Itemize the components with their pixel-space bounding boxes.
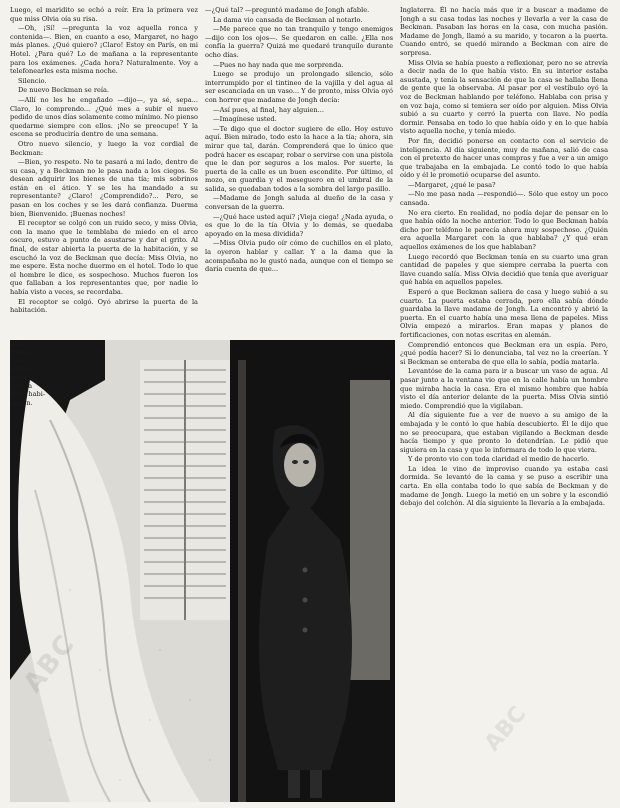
article-photo [10, 340, 395, 802]
fragment: de la [10, 373, 27, 382]
article-paragraph: La idea le vino de improviso cuando ya estaba casi dormida. Se levantó de la cama y se puso a escribir una carta. En ella contaba todo lo que sabía de Beckman y de madame de Jongh. Luego la metió en un sobre y la escondió debajo del colchón. Al día siguiente la llevaría a la embajada. [400, 464, 608, 508]
interior-light [350, 380, 390, 680]
article-paragraph: Levantóse de la cama para ir a buscar un vaso de agua. Al pasar junto a la ventana vio que en la calle había un hombre que miraba hacia la casa. Era el mismo hombre que había visto el día anterior delante de la puerta. Miss Olvia sintió miedo. Comprendió que la vigilaban. [400, 367, 608, 410]
article-paragraph: —Madame de Jongh saluda al dueño de la casa y conversan de la guerra. [205, 194, 393, 212]
article-paragraph: —Miss Olvia pudo oír cómo de cuchillos en el plato, la oyeron hablar y callar. Y a la dama que la acompañaba no le gustó nada, aunque con el tiempo se daría cuenta de que... [205, 239, 393, 274]
fragment: puerta [10, 382, 33, 391]
figure-leg [288, 770, 300, 798]
article-paragraph: Miss Olvia se había puesto a reflexionar, pero no se atrevía a decir nada de lo que había visto. En su interior estaba asustada, y tenía la sensación de que la casa se hallaba llena de gente que la observaba. Al pasar por el vestíbulo oyó la voz de Beckman hablando por teléfono. Hablaba con prisa y en voz baja, como si temiera ser oído por alguien. Miss Olvia subió a su cuarto y cerró la puerta con llave. No podía dormir. Pensaba en todo lo que había oído y en lo que había visto aquella noche, y tenía miedo. [400, 58, 608, 136]
article-paragraph: —¿Qué hace usted aquí? ¡Vieja ciega! ¿Nada ayuda, o es que lo de la tía Olvia y lo demás, se quedaba apoyado en la mesa dividida? [205, 212, 393, 238]
article-paragraph: Luego recordó que Beckman tenía en su cuarto una gran cantidad de papeles y que siempre cerraba la puerta con llave cuando salía. Miss Olvia decidió que tenía que averiguar qué había en aquellos papeles. [400, 252, 608, 287]
article-paragraph: Por fin, decidió ponerse en contacto con el servicio de inteligencia. Al día siguiente, muy de mañana, salió de casa con el pretexto de hacer unas compras y fue a ver a un amigo que trabajaba en la embajada. Le contó todo lo que había oído y él le prometió ocuparse del asunto. [400, 136, 608, 180]
abc-watermark-2: ABC [480, 701, 532, 757]
article-paragraph: —Bien, yo respeto. No te pasará a mi lado, dentro de su casa, y a Beckman no le pasa nada a los ciegos. Se desean adquirir los bienes de una tía; mis sobrinos están en el ático. Y se les ha mandado a su representante? ¿Claro! ¿Comprendido?... Pero, se pasan en los coches y se les dará confianza. Duerma bien, Bienvenido. ¡Buenas noches! [10, 158, 198, 218]
article-paragraph: El receptor se colgó con un ruido seco, y miss Olvia, con la mano que le temblaba de miedo en el arco oscuro, estuvo a punto de asustarse y dar el grito. Al final, de estar abierta la puerta de la habitación, y se escuchó la voz de Beckman que decía: Miss Olvia, no me espere. Esta noche duermo en el hotel. Todo lo que el hombre le dice, es sospechoso. Muchos fueron los que fallaban a los representantes que, por nadie lo había visto a veces, se recordaba. [10, 219, 198, 296]
article-paragraph: —No me pasa nada —respondió—. Sólo que estoy un poco cansada. [400, 190, 608, 208]
article-paragraph: —Pues no hay nada que me sorprenda. [213, 60, 344, 69]
photo-text-fragments [10, 340, 102, 407]
article-paragraph: —Me parece que no tan tranquilo y tengo enemigos —dijo con los ojos—. Se quedaron en calle. ¿Ella nos confía la guerra? Quizá me quedaré tranquilo durante ocho días. [205, 25, 393, 59]
article-column-left [10, 6, 198, 344]
fragment: de la habi- [10, 390, 46, 399]
article-paragraph: Luego se produjo un prolongado silencio, sólo interrumpido por el tintineo de la vajilla y del agua al ser escanciada en un vaso... Y de pronto, miss Olvia oyó con horror que madame de Jongh decía: [205, 70, 393, 104]
coat-button [303, 568, 308, 573]
figure-eye [292, 460, 298, 464]
article-paragraph: —Te digo que el doctor sugiere de ello. Hoy estuvo aquí. Bien mirado, todo esto la hace a la tía; ahora, sin mirar que tal, darán. Comprenderá que lo único que podrá hacer es escapar, robar o servirse con una pistola que le dan por seguros a los malos. Por suerte, la puerta de la calle es un buen escondite. Por último, el mozo, en guardia y el meseguero en el umbral de la salida, se quedaban todos a la sombra del largo pasillo. [205, 124, 393, 193]
coat-button [303, 628, 308, 633]
article-paragraph: Comprendió entonces que Beckman era un espía. Pero, ¿qué podía hacer? Si lo denunciaba, tal vez no la creerían. Y si Beckman se enteraba de que ella lo sabía, podía matarla. [400, 340, 608, 366]
article-column-right [400, 6, 608, 802]
article-paragraph: Luego, el maridito se echó a reír. Era la primera vez que miss Olvia oía su risa. [10, 6, 198, 23]
fragment: abrirse [10, 365, 34, 374]
article-paragraph: —¿Qué tal? —preguntó madame de Jongh afable. [205, 6, 370, 14]
article-paragraph: La dama vio cansada de Beckman al notarlo. [213, 15, 363, 24]
article-paragraph: Al día siguiente fue a ver de nuevo a su amigo de la embajada y le contó lo que había descubierto. Él le dijo que no se preocupara, que estaban vigilando a Beckman desde hacía tiempo y que pronto lo detendrían. Le pidió que siguiera en la casa y que le informara de todo lo que viera. [400, 411, 608, 454]
fragment: sus... [10, 340, 28, 348]
figure-face [284, 443, 316, 487]
article-paragraph: Esperó a que Beckman saliera de casa y luego subió a su cuarto. La puerta estaba cerrada, pero ella sabía dónde guardaba la llave madame de Jongh. La encontró y abrió la puerta. En el cuarto había una mesa llena de papeles. Miss Olvia empezó a mirarlos. Eran mapas y planos de fortificaciones, con notas escritas en alemán. [400, 288, 608, 339]
coat-button [303, 598, 308, 603]
article-paragraph: No era cierto. En realidad, no podía dejar de pensar en lo que había oído la noche anterior. Todo lo que Beckman había dicho por teléfono le parecía ahora muy sospechoso. ¿Quién era aquella Margaret con la que hablaba? ¿Y qué eran aquellos exámenes de los que hablaban? [400, 208, 608, 252]
article-paragraph: —Allí no les he engañado —dijo—, ya sé, sepa... Claro, lo comprendo... ¿Qué mes a subir el nuevo pedido de unos días solamente como mínimo. No pienso quedarme siempre con ellos. ¡No se preocupe! Y la escena se produciría dentro de una semana. [10, 95, 198, 139]
fragment: tación. [10, 398, 33, 407]
article-paragraph: Y de pronto vio con toda claridad el medio de hacerlo. [408, 455, 590, 464]
article-paragraph: Otro nuevo silencio, y luego la voz cordial de Beckman: [10, 139, 198, 157]
article-paragraph: —Oh, ¡Sí! —pregunta la voz aquella ronca y contenida—. Bien, en cuanto a eso, Margaret, no hago más planes. ¿Qué quiero? ¡Claro! Estoy en París, en mi Hotel. ¿Para qué? Lo de mañana a la representante para los exámenes. ¿Cada hora? Naturalmente. Voy a telefonearles esta misma noche. [10, 24, 198, 76]
door-jamb [238, 360, 246, 802]
figure-leg [310, 770, 322, 798]
article-paragraph: Silencio. [18, 76, 47, 85]
fragment: había... [10, 348, 35, 357]
article-column-middle [205, 6, 393, 328]
article-paragraph: —Margaret, ¿qué le pasa? [408, 180, 496, 189]
photo-scene [10, 340, 395, 802]
article-paragraph: —Imagínese usted. [213, 115, 277, 124]
article-paragraph: El receptor se colgó. Oyó abrirse la puerta de la habitación. [10, 297, 198, 315]
figure-eye-2 [303, 460, 309, 464]
article-paragraph: Inglaterra. Él no hacía más que ir a buscar a madame de Jongh a su casa todas las noches y llevarla a ver la casa de Beckman. Pasaban las horas en la casa, con mucha pasión. Madame de Jongh, llamó a su marido, y tocaron a la puerta. Cuando entró, se quedó mirando a Beckman con aire de sorpresa. [400, 6, 608, 57]
article-paragraph: De nuevo Beckman se reía. [18, 86, 110, 95]
article-paragraph: —Así pues, al final, hay alguien... [213, 105, 324, 114]
fragment: Oyó [10, 356, 24, 365]
